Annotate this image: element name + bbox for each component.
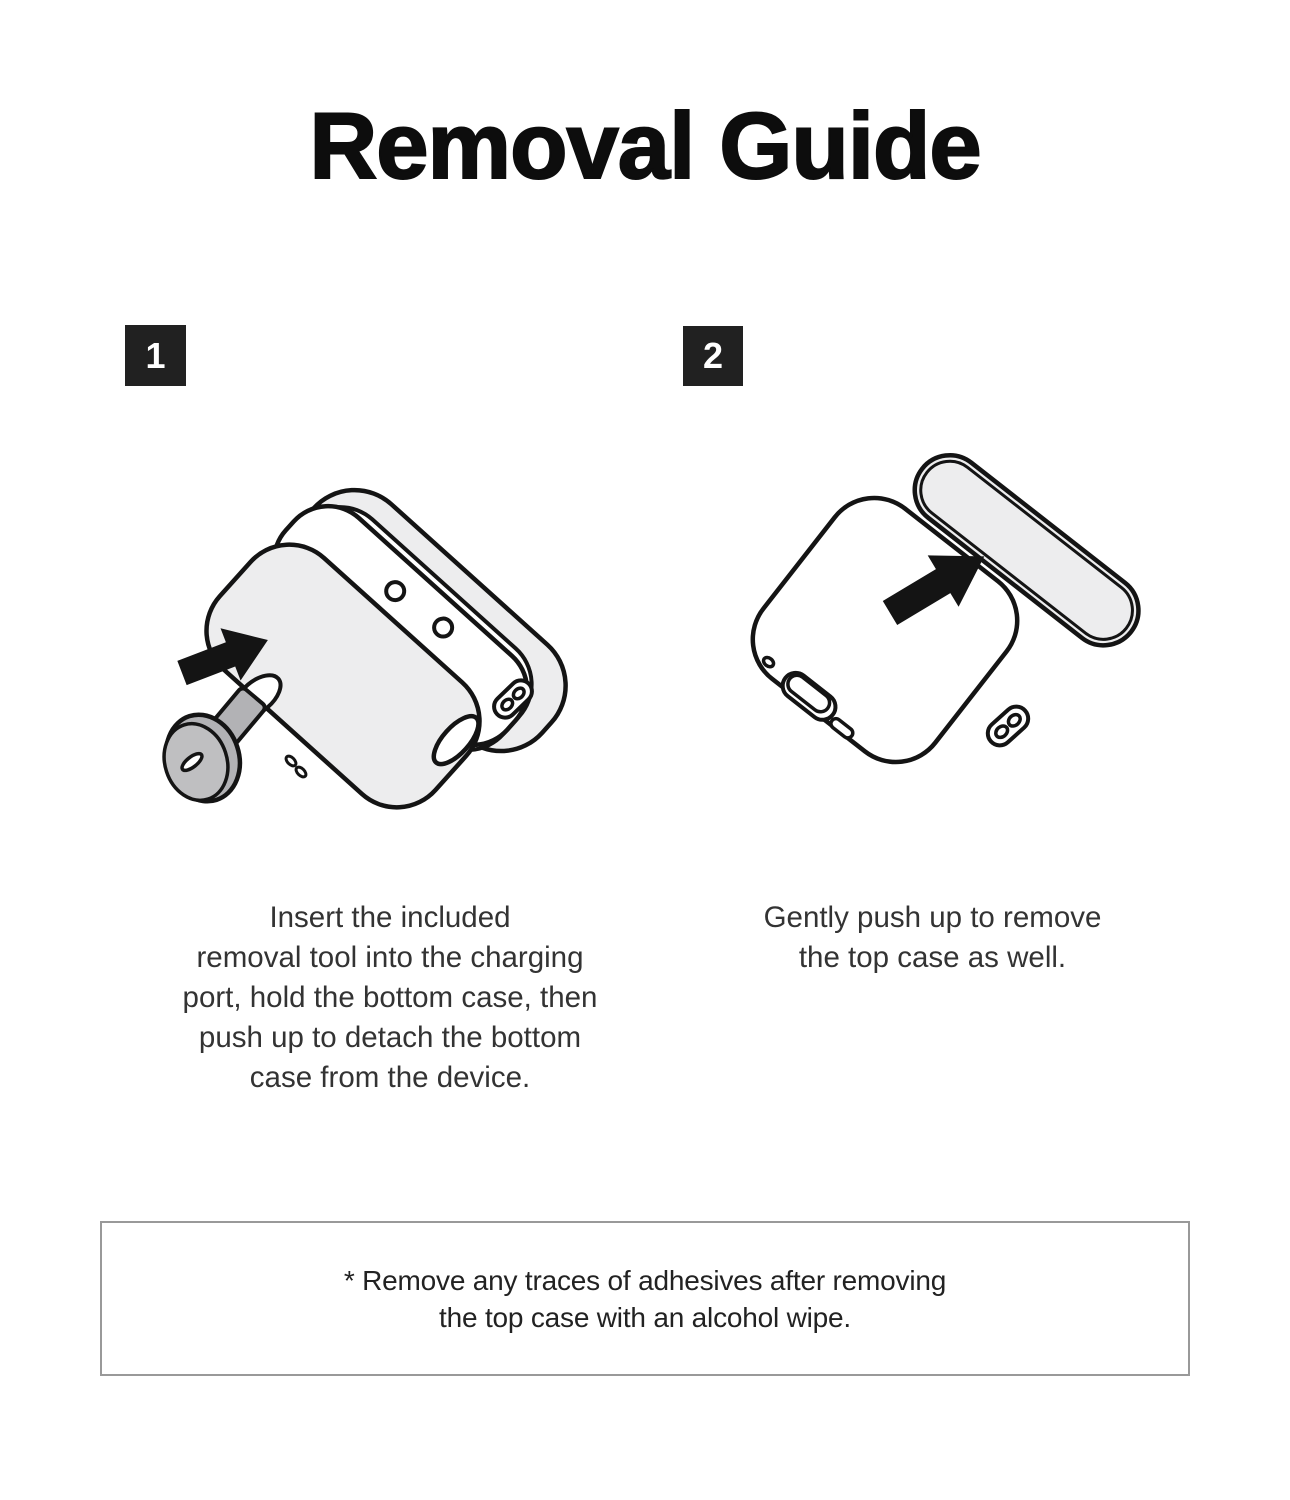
caption-line: Insert the included <box>269 901 511 934</box>
removal-tool <box>154 686 266 811</box>
step-2-illustration <box>690 440 1180 850</box>
step-1-badge <box>125 325 186 386</box>
speaker-vents-icon <box>983 702 1033 751</box>
step-1-illustration <box>130 440 610 860</box>
step-1-caption <box>90 898 690 1098</box>
footnote-line: the top case with an alcohol wipe. <box>439 1301 851 1333</box>
step-2-badge <box>683 326 743 386</box>
caption-line: push up to detach the bottom <box>198 1021 582 1054</box>
caption-line: Gently push up to remove <box>763 901 1102 934</box>
seam-mark-icon <box>294 765 307 778</box>
footnote-line: * Remove any traces of adhesives after removing <box>343 1264 947 1296</box>
step-2-number: 2 <box>702 335 724 376</box>
step-2-caption <box>640 898 1225 978</box>
caption-line: case from the device. <box>249 1061 531 1094</box>
page-title: Removal Guide <box>309 93 981 198</box>
vent-capsule <box>983 702 1033 751</box>
device-and-top-case <box>730 440 1152 838</box>
seam-mark-icon <box>284 754 297 767</box>
caption-line: port, hold the bottom case, then <box>182 981 598 1014</box>
footnote-box <box>100 1221 1190 1376</box>
caption-line: removal tool into the charging <box>196 941 584 974</box>
step-1-number: 1 <box>145 334 166 376</box>
caption-line: the top case as well. <box>798 941 1067 974</box>
